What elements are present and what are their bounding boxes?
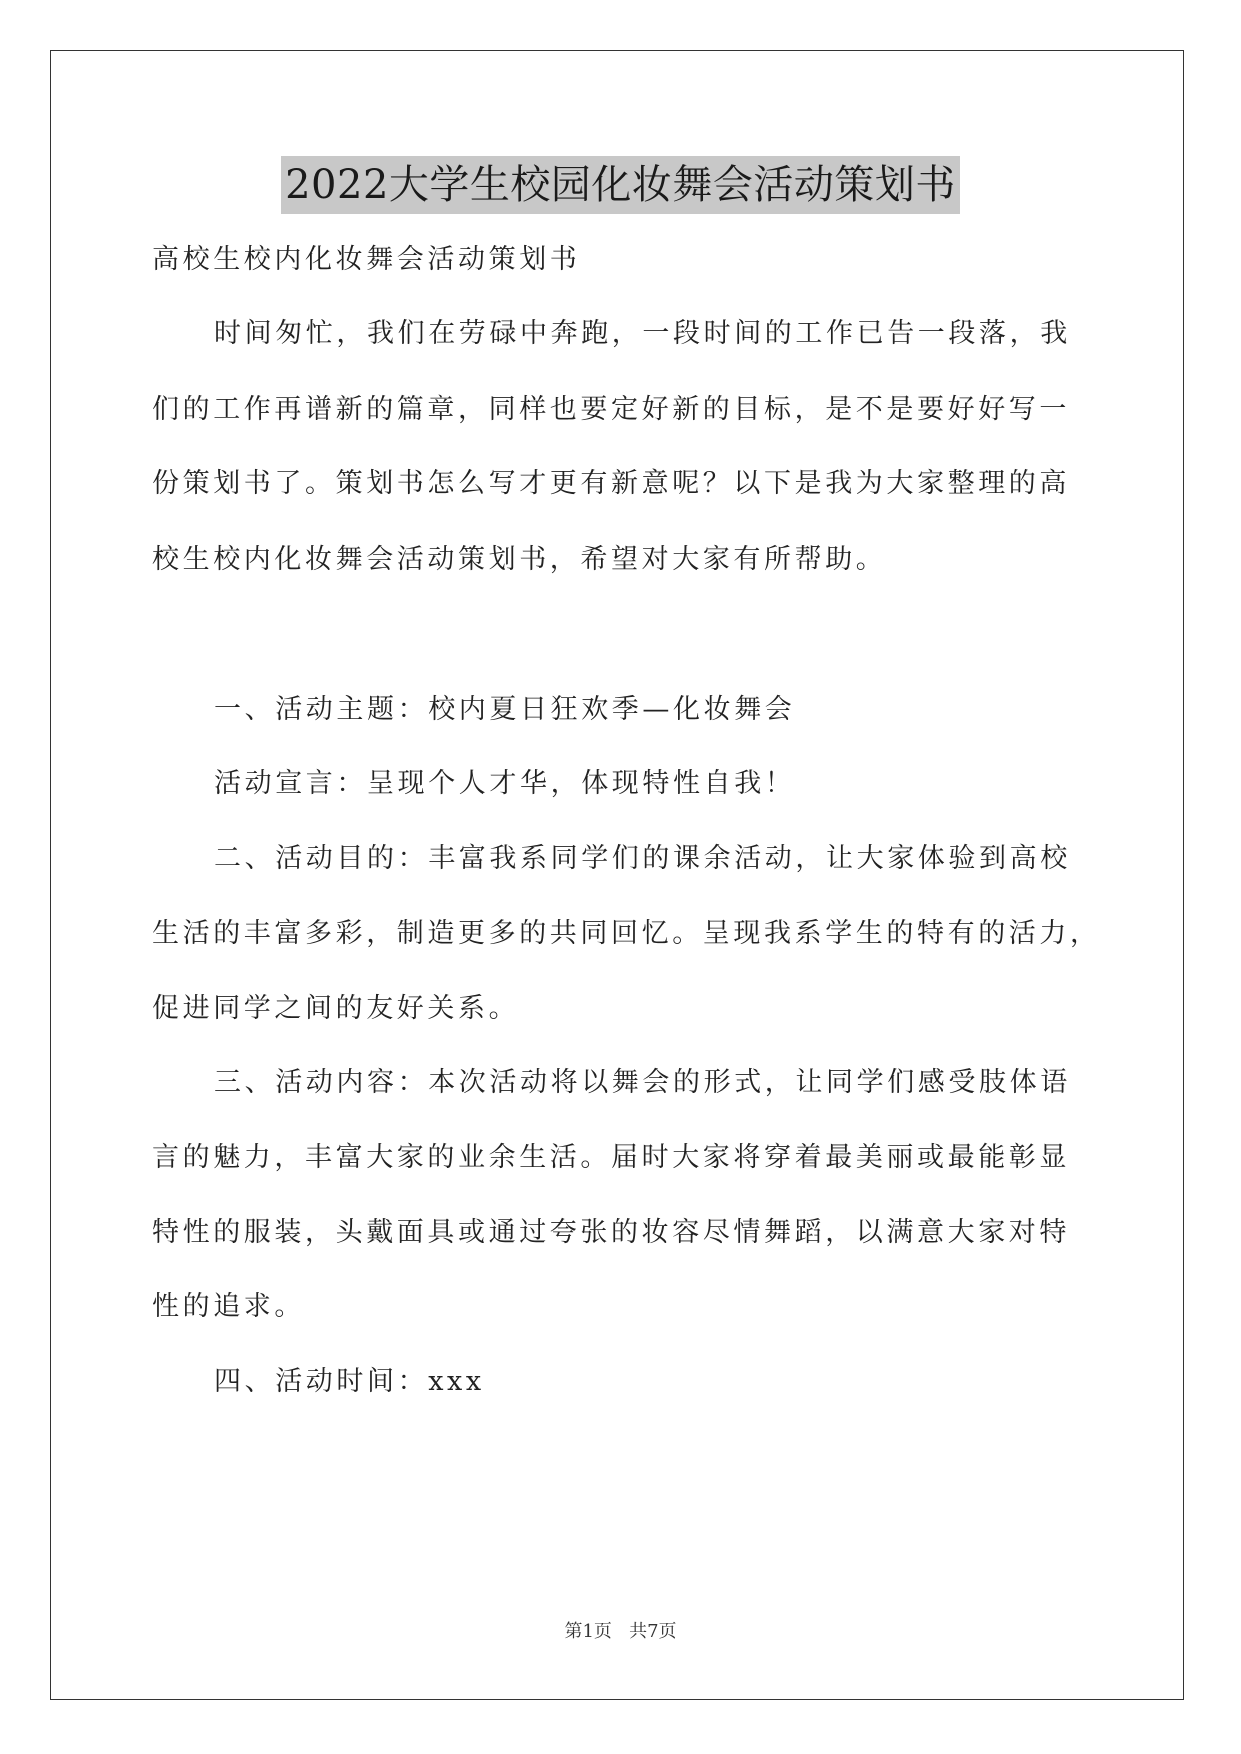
paragraph-line: 性的追求。 bbox=[152, 1291, 305, 1322]
paragraph-line: 促进同学之间的友好关系。 bbox=[152, 993, 520, 1024]
paragraph-line: 时间匆忙，我们在劳碌中奔跑，一段时间的工作已告一段落，我 bbox=[214, 318, 1071, 349]
paragraph-line: 活动宣言：呈现个人才华，体现特性自我！ bbox=[214, 768, 796, 799]
paragraph-line: 份策划书了。策划书怎么写才更有新意呢？以下是我为大家整理的高 bbox=[152, 468, 1070, 499]
paragraph-line: 们的工作再谱新的篇章，同样也要定好新的目标，是不是要好好写一 bbox=[152, 394, 1070, 425]
section-heading: 二、活动目的：丰富我系同学们的课余活动，让大家体验到高校 bbox=[214, 843, 1071, 874]
section-heading: 一、活动主题：校内夏日狂欢季—化妆舞会 bbox=[214, 694, 796, 725]
document-title: 2022大学生校园化妆舞会活动策划书 bbox=[281, 156, 960, 214]
title-container bbox=[0, 156, 1241, 214]
section-heading: 四、活动时间：xxx bbox=[214, 1366, 485, 1397]
paragraph-line: 生活的丰富多彩，制造更多的共同回忆。呈现我系学生的特有的活力， bbox=[152, 918, 1101, 949]
section-heading: 三、活动内容：本次活动将以舞会的形式，让同学们感受肢体语 bbox=[214, 1067, 1071, 1098]
document-subtitle: 高校生校内化妆舞会活动策划书 bbox=[152, 244, 581, 275]
paragraph-line: 言的魅力，丰富大家的业余生活。届时大家将穿着最美丽或最能彰显 bbox=[152, 1142, 1070, 1173]
paragraph-line: 校生校内化妆舞会活动策划书，希望对大家有所帮助。 bbox=[152, 544, 887, 575]
page-footer: 第1页 共7页 bbox=[564, 1621, 677, 1642]
paragraph-line: 特性的服装，头戴面具或通过夸张的妆容尽情舞蹈，以满意大家对特 bbox=[152, 1217, 1070, 1248]
